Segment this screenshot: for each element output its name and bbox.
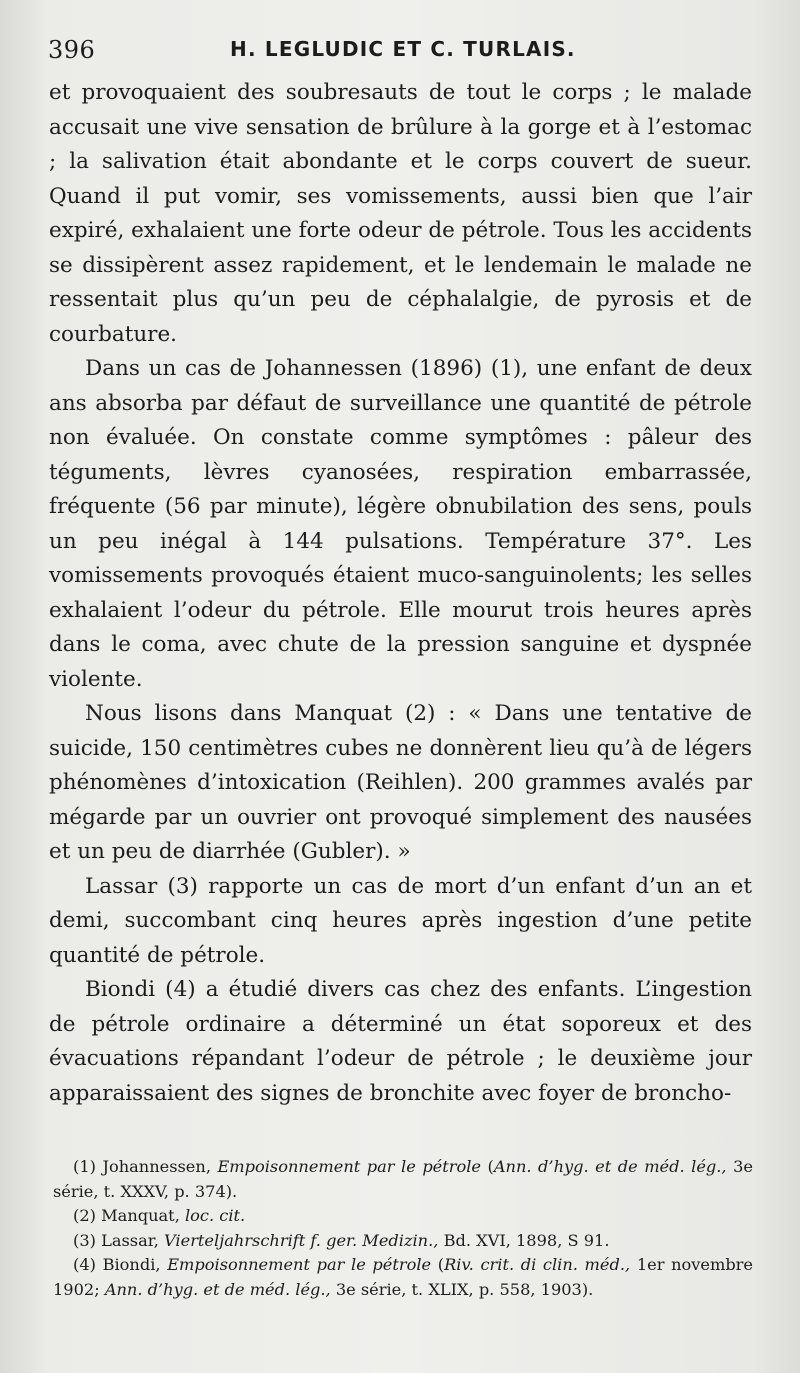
footnote-title: loc. cit. bbox=[185, 1206, 246, 1226]
footnote-1 bbox=[53, 1155, 753, 1204]
running-head bbox=[44, 36, 756, 68]
footnote-journal: Ann. d’hyg. et de méd. lég., bbox=[493, 1157, 727, 1176]
footnote-text: ( bbox=[437, 1255, 445, 1275]
footnote-title: Empoisonnement par le pétrole bbox=[217, 1157, 482, 1176]
footnote-mark: (4) bbox=[73, 1255, 96, 1275]
footnote-3 bbox=[53, 1229, 753, 1254]
footnote-text: Bd. XVI, 1898, S 91. bbox=[443, 1230, 610, 1250]
footnote-mark: (1) bbox=[73, 1157, 96, 1176]
footnote-journal: Ann. d’hyg. et de méd. lég., bbox=[104, 1279, 331, 1299]
footnote-mark: (3) bbox=[73, 1230, 96, 1250]
footnotes bbox=[53, 1155, 753, 1303]
paragraph-manquat: Nous lisons dans Manquat (2) : « Dans une tentative de suicide, 150 centimètres cubes ne donnèrent lieu qu’à de légers phénomènes d’intoxication (Reihlen). 200 grammes avalés par mégarde par un ouvrier ont provoqué simplement des nausées et un peu de diarrhée (Gubler). » bbox=[49, 701, 752, 864]
footnote-mark: (2) bbox=[73, 1206, 96, 1226]
page-number: 396 bbox=[48, 36, 96, 64]
footnote-text: 1er novembre 1902; bbox=[53, 1255, 753, 1299]
footnote-2 bbox=[53, 1204, 753, 1229]
paragraph-continuation: et provoquaient des soubresauts de tout le corps ; le malade accusait une vive sensation de brûlure à la gorge et à l’estomac ; la salivation était abondante et le corps couvert de sueur. Quand il put vomir, ses vomissements, aussi bien que l’air expiré, exhalaient une forte odeur de pétrole. Tous les accidents se dissipèrent assez rapidement, et le lendemain le malade ne ressentait plus qu’un peu de céphalalgie, de pyrosis et de courbature. bbox=[49, 80, 752, 347]
footnote-text: 3e série, t. XXXV, p. 374). bbox=[53, 1157, 753, 1201]
paragraph-biondi: Biondi (4) a étudié divers cas chez des enfants. L’ingestion de pétrole ordinaire a déterminé un état soporeux et des évacuations répandant l’odeur de pétrole ; le deuxième jour apparaissaient des signes de bronchite avec foyer de broncho- bbox=[49, 977, 752, 1106]
footnote-author: Johannessen, bbox=[102, 1157, 211, 1176]
footnote-title: Empoisonnement par le pétrole bbox=[167, 1255, 432, 1275]
footnote-journal: Riv. crit. di clin. méd., bbox=[444, 1255, 631, 1275]
footnote-author: Manquat, bbox=[101, 1206, 180, 1226]
running-head-title: H. LEGLUDIC ET C. TURLAIS. bbox=[230, 37, 576, 61]
footnote-4 bbox=[53, 1253, 753, 1302]
footnote-text: ( bbox=[487, 1157, 494, 1176]
paragraph-johannessen: Dans un cas de Johannessen (1896) (1), une enfant de deux ans absorba par défaut de surveillance une quantité de pétrole non évaluée. On constate comme symptômes : pâleur des téguments, lèvres cyanosées, respiration embarrassée, fréquente (56 par minute), légère obnubilation des sens, pouls un peu inégal à 144 pulsations. Température 37°. Les vomissements provoqués étaient muco-sanguinolents; les selles exhalaient l’odeur du pétrole. Elle mourut trois heures après dans le coma, avec chute de la pression sanguine et dyspnée violente. bbox=[49, 356, 752, 692]
footnote-text: 3e série, t. XLIX, p. 558, 1903). bbox=[335, 1279, 594, 1299]
footnote-author: Biondi, bbox=[102, 1255, 161, 1275]
footnote-title: Vierteljahrschrift f. ger. Medizin., bbox=[164, 1230, 439, 1250]
paragraph-lassar: Lassar (3) rapporte un cas de mort d’un enfant d’un an et demi, succombant cinq heures après ingestion d’une petite quantité de pétrole. bbox=[49, 873, 752, 968]
main-text bbox=[49, 76, 752, 1111]
footnote-author: Lassar, bbox=[101, 1230, 159, 1250]
